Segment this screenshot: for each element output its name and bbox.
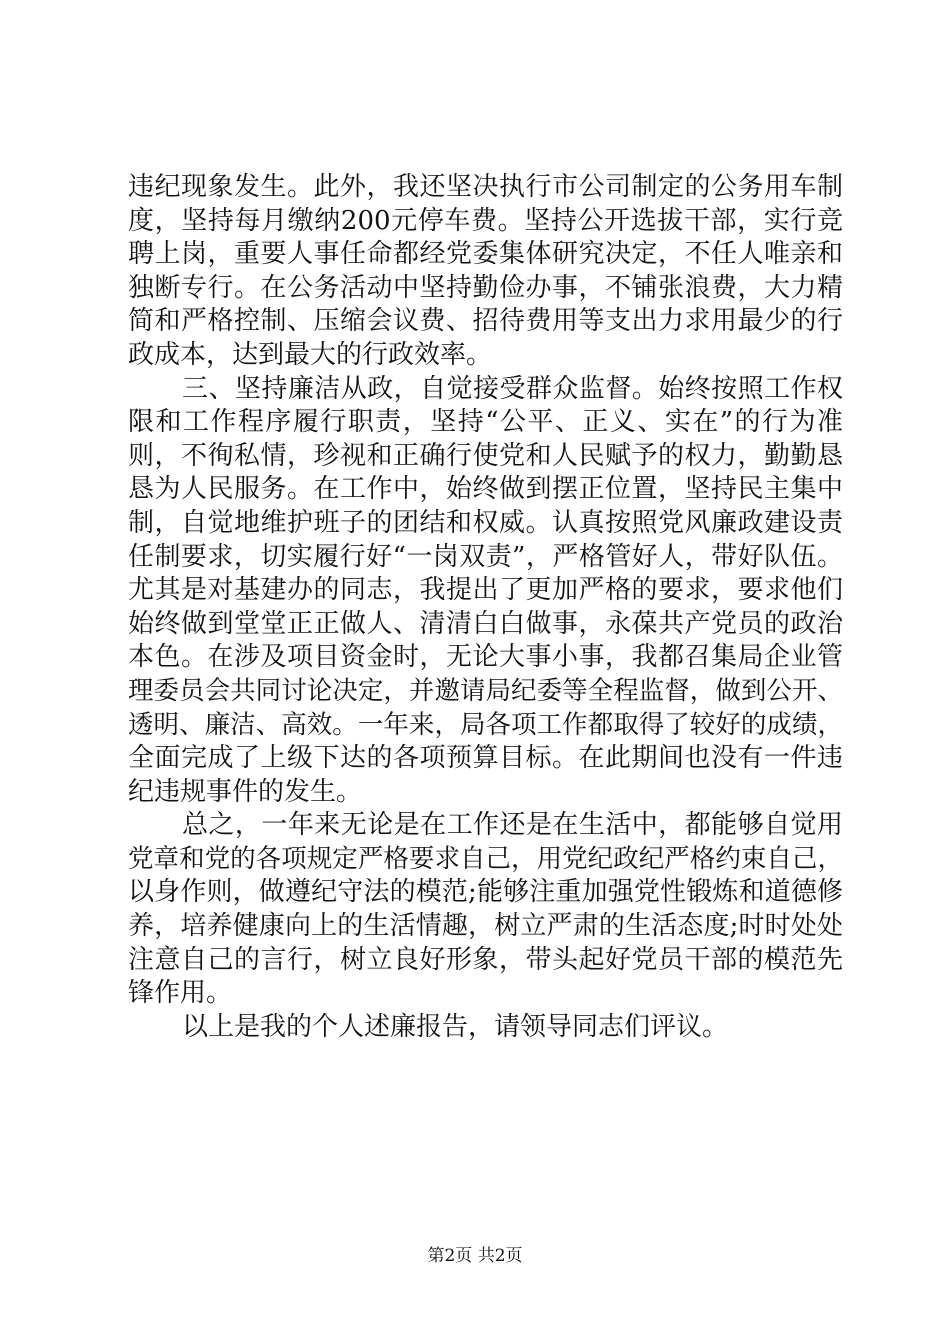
text-line: 以身作则，做遵纪守法的模范;能够注重加强党性锻炼和道德修	[128, 877, 843, 908]
text-line: 则，不徇私情，珍视和正确行使党和人民赋予的权力，勤勤恳	[128, 440, 843, 471]
text-line: 纪违规事件的发生。	[128, 776, 363, 807]
document-body	[128, 171, 843, 1044]
text-line: 党章和党的各项规定严格要求自己，用党纪政纪严格约束自己，	[128, 843, 843, 874]
text-line: 注意自己的言行，树立良好形象，带头起好党员干部的模范先	[128, 944, 843, 975]
page-footer: 第2页 共2页	[427, 1246, 523, 1266]
text-line: 理委员会共同讨论决定，并邀请局纪委等全程监督，做到公开、	[128, 675, 843, 706]
text-line: 全面完成了上级下达的各项预算目标。在此期间也没有一件违	[128, 743, 843, 774]
text-line: 简和严格控制、压缩会议费、招待费用等支出力求用最少的行	[128, 306, 843, 337]
text-line: 以上是我的个人述廉报告，请领导同志们评议。	[182, 1011, 729, 1042]
text-line: 独断专行。在公务活动中坚持勤俭办事，不铺张浪费，大力精	[128, 272, 843, 303]
text-line: 限和工作程序履行职责，坚持“公平、正义、实在”的行为准	[128, 407, 843, 438]
text-line: 政成本，达到最大的行政效率。	[128, 339, 493, 370]
text-line: 本色。在涉及项目资金时，无论大事小事，我都召集局企业管	[128, 642, 843, 673]
text-line: 制，自觉地维护班子的团结和权威。认真按照党风廉政建设责	[128, 507, 843, 538]
text-line: 尤其是对基建办的同志，我提出了更加严格的要求，要求他们	[128, 575, 843, 606]
text-line: 任制要求，切实履行好“一岗双责”，严格管好人，带好队伍。	[128, 541, 843, 572]
text-line: 养，培养健康向上的生活情趣，树立严肃的生活态度;时时处处	[128, 911, 843, 942]
text-line: 总之，一年来无论是在工作还是在生活中，都能够自觉用	[182, 810, 843, 841]
text-line: 聘上岗，重要人事任命都经党委集体研究决定，不任人唯亲和	[128, 239, 843, 270]
text-line: 违纪现象发生。此外，我还坚决执行市公司制定的公务用车制	[128, 172, 843, 202]
text-line: 透明、廉洁、高效。一年来，局各项工作都取得了较好的成绩，	[128, 709, 843, 740]
text-line: 锋作用。	[128, 978, 233, 1009]
text-line: 三、坚持廉洁从政，自觉接受群众监督。始终按照工作权	[182, 373, 843, 404]
text-line: 始终做到堂堂正正做人、清清白白做事，永葆共产党员的政治	[128, 608, 843, 639]
text-line: 度，坚持每月缴纳200元停车费。坚持公开选拔干部，实行竞	[128, 205, 843, 236]
text-line: 恳为人民服务。在工作中，始终做到摆正位置，坚持民主集中	[128, 474, 843, 505]
